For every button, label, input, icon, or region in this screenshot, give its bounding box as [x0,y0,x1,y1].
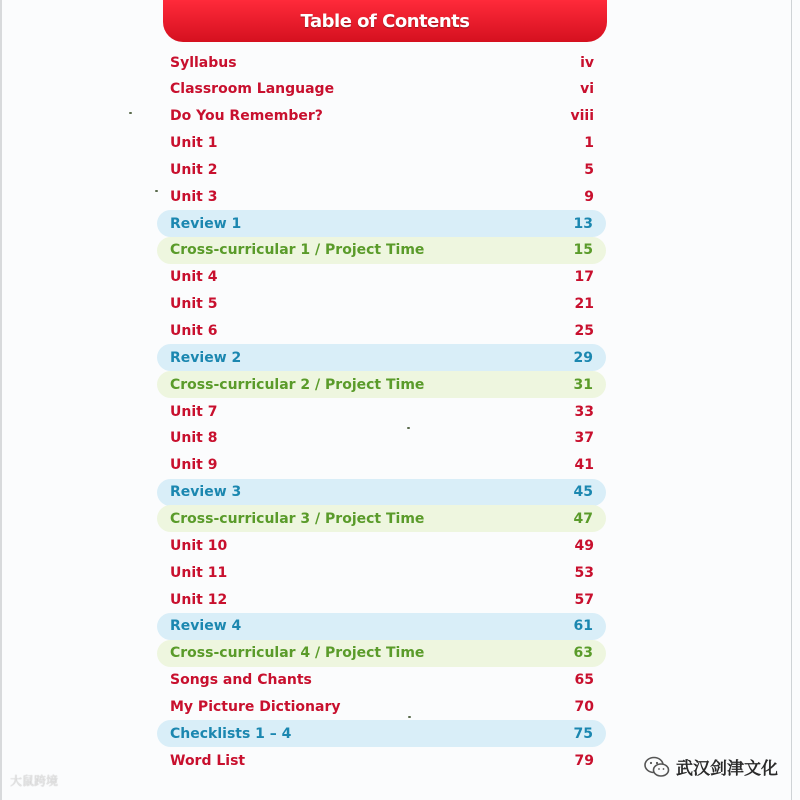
toc-entry-title: Word List [170,752,246,769]
toc-entry [170,667,594,694]
toc-entry [170,398,594,425]
toc-entry [157,371,606,398]
toc-entry [170,559,594,586]
toc-entry [157,505,606,532]
toc-entry-title: Unit 12 [170,591,228,608]
toc-entry-page: 25 [574,323,594,339]
toc-entry [170,183,594,210]
toc-entry-page: 41 [574,457,594,474]
toc-entry-title: Unit 5 [170,296,218,313]
scan-speck [407,427,410,429]
toc-entry [170,532,594,559]
toc-entry-page: viii [570,108,594,125]
toc-entry-page: 29 [573,349,593,366]
toc-entry-title: Cross-curricular 2 / Project Time [170,376,425,393]
toc-entry-page: 31 [573,376,593,393]
toc-entry-title: My Picture Dictionary [170,698,341,715]
toc-entry [170,693,594,720]
scan-speck [129,112,132,114]
toc-entry-page: 47 [573,510,593,527]
toc-entry-page: 9 [584,188,594,205]
toc-entry-page: 15 [573,242,593,259]
wechat-icon [644,756,670,778]
watermark-right-text: 武汉剑津文化 [676,759,778,779]
toc-entry-title: Cross-curricular 1 / Project Time [170,242,425,259]
toc-header-banner [163,0,607,42]
toc-entry-page: 49 [574,537,594,554]
toc-entry-page: 79 [574,752,594,769]
toc-entry-page: 33 [574,403,594,420]
toc-entry [170,103,594,130]
toc-entry-page: 37 [574,430,594,447]
toc-entry-page: 1 [584,135,594,152]
toc-entry [170,130,594,157]
toc-entry-title: Unit 4 [170,269,218,286]
toc-entry-page: 13 [573,215,593,232]
toc-entry [170,264,594,291]
toc-entry-page: 57 [574,591,594,608]
toc-entry-page: iv [580,54,594,71]
toc-entry-page: 70 [574,698,594,715]
toc-entry-title: Unit 1 [170,135,218,152]
toc-entry-page: 61 [573,618,593,635]
toc-entry [157,479,606,506]
toc-entry-title: Review 2 [170,349,242,366]
toc-entry [170,318,594,345]
toc-entry-page: 21 [574,296,594,313]
toc-entry-title: Do You Remember? [170,108,323,125]
toc-entry-title: Unit 11 [170,564,228,581]
toc-entry [170,49,594,76]
toc-entry-title: Review 1 [170,215,242,232]
toc-entry-page: 75 [573,725,593,742]
toc-entry [170,425,594,452]
toc-entry-title: Classroom Language [170,81,335,98]
toc-entry [157,237,606,264]
toc-entry [157,344,606,371]
toc-entry-page: vi [580,81,594,98]
toc-entry-title: Syllabus [170,54,237,71]
watermark-left-text: 大鼠跨境 [10,774,59,788]
toc-entry-title: Unit 3 [170,188,218,205]
toc-entry [170,291,594,318]
watermark-right [644,754,778,779]
toc-entry-title: Unit 7 [170,403,218,420]
toc-entry [170,586,594,613]
toc-entry [170,452,594,479]
toc-entry [157,210,606,237]
page-title: Table of Contents [300,10,470,32]
toc-entry-title: Review 4 [170,618,242,635]
toc-entry [170,156,594,183]
toc-entry-title: Checklists 1 – 4 [170,725,292,742]
toc-entry-page: 63 [573,645,593,662]
toc-entry-title: Unit 10 [170,537,228,554]
toc-entry-title: Unit 9 [170,457,218,474]
toc-entry-title: Review 3 [170,484,242,501]
toc-entry-page: 65 [574,672,594,689]
toc-entry-title: Unit 2 [170,161,218,178]
toc-entry [170,747,594,774]
toc-entry-page: 17 [574,269,594,286]
watermark-left [10,772,58,789]
toc-entry-title: Songs and Chants [170,672,312,689]
toc-entry [157,720,606,747]
toc-entry [157,613,606,640]
page-edge-right [791,0,792,800]
toc-entry-title: Unit 6 [170,323,218,339]
toc-entry-title: Cross-curricular 3 / Project Time [170,510,425,527]
toc-entry [157,640,606,667]
toc-entry-page: 53 [574,564,594,581]
toc-entry [170,76,594,103]
page-edge-left [0,0,2,800]
toc-entry-page: 5 [584,161,594,178]
toc-entry-title: Cross-curricular 4 / Project Time [170,645,425,662]
toc-entry-page: 45 [573,484,593,501]
scan-speck [155,190,158,192]
toc-entry-title: Unit 8 [170,430,218,447]
scan-speck [408,716,411,718]
